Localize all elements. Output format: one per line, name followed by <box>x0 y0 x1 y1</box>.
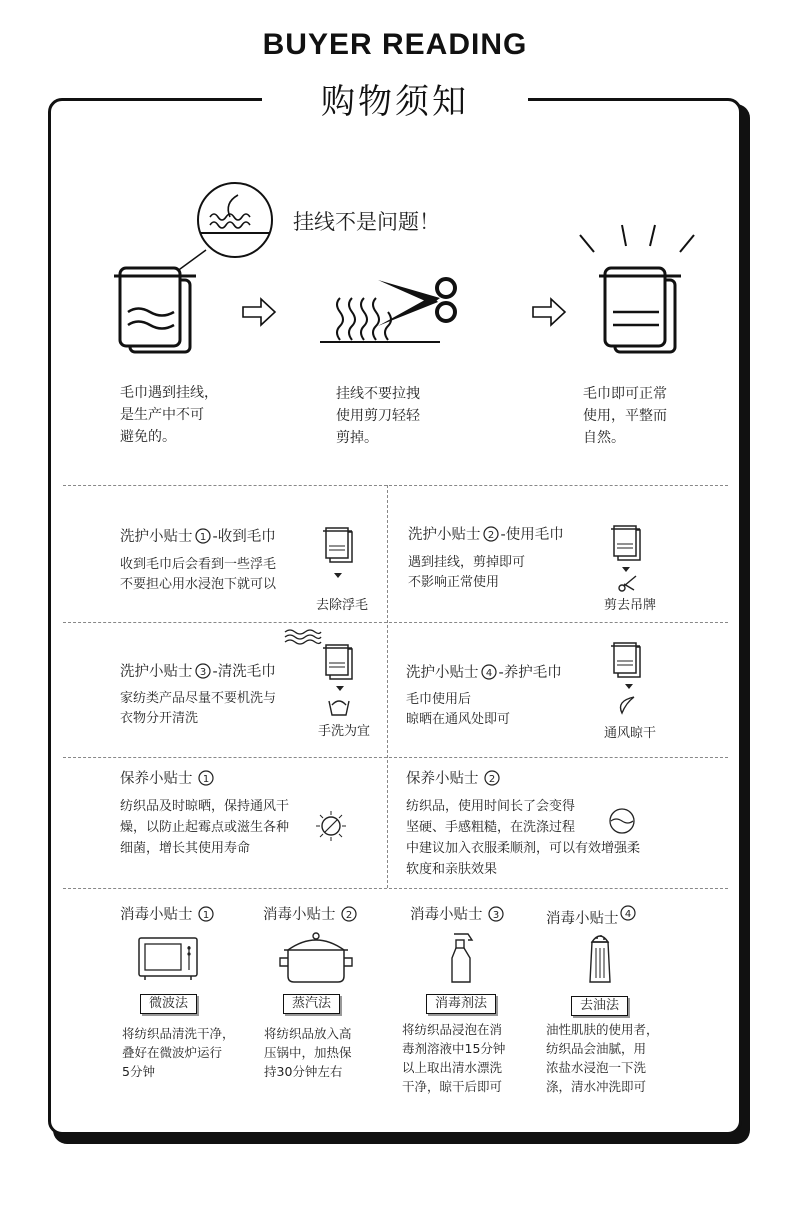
svg-text:3: 3 <box>199 667 206 678</box>
circled-number <box>197 770 215 786</box>
svg-text:2: 2 <box>488 774 496 785</box>
care-tip-1-caption: 去除浮毛 <box>315 598 368 613</box>
scissors-tag-icon <box>610 524 650 594</box>
method-label-disinfectant: 消毒剂法 <box>426 994 496 1014</box>
method-label-microwave: 微波法 <box>140 994 197 1014</box>
care-tip-3-text: 家纺类产品尽量不要机洗与 衣物分开清洗 <box>120 691 277 726</box>
care-tip-1-text: 收到毛巾后会看到一些浮毛 不要担心用水浸泡下就可以 <box>120 557 277 592</box>
svg-text:4: 4 <box>624 909 631 920</box>
divider <box>63 888 728 889</box>
care-tip-3-caption: 手洗为宜 <box>317 724 370 739</box>
care-tip-1-title: 洗护小贴士 1 -收到毛巾 <box>120 529 276 545</box>
disinfect-4-title: 消毒小贴士 4 <box>546 905 637 929</box>
care-tip-4-caption: 通风晾干 <box>603 726 656 741</box>
svg-text:2: 2 <box>487 530 494 541</box>
method-label-steam: 蒸汽法 <box>283 994 340 1014</box>
circled-number <box>483 770 501 786</box>
step2-text: 挂线不要拉拽 使用剪刀轻轻 剪掉。 <box>336 386 420 446</box>
hand-wash-icon <box>322 643 362 719</box>
disinfect-1-text: 将纺织品清洗干净， 叠好在微波炉运行 5分钟 <box>122 1026 235 1079</box>
towel-icon <box>322 526 362 592</box>
care-tip-3-title: 洗护小贴士 3 -清洗毛巾 <box>120 664 276 680</box>
softener-icon <box>608 807 636 835</box>
care-tip-4-text: 毛巾使用后 晾晒在通风处即可 <box>406 692 511 727</box>
disinfect-4-text: 油性肌肤的使用者， 纺织品会油腻，用 浓盐水浸泡一下洗 涤，清水冲洗即可 <box>546 1022 659 1094</box>
step3-text: 毛巾即可正常 使用，平整而 自然。 <box>583 386 667 446</box>
page-title-en: BUYER READING <box>262 28 528 61</box>
care-tip-4-title: 洗护小贴士 4 -养护毛巾 <box>406 665 562 681</box>
maintenance-2-title: 保养小贴士 2 <box>406 769 501 789</box>
towel-sparkle-icon <box>580 225 694 352</box>
care-tip-2-text: 遇到挂线，剪掉即可 不影响正常使用 <box>408 555 526 590</box>
svg-text:1: 1 <box>202 774 210 785</box>
circled-number <box>340 906 358 922</box>
divider <box>63 622 728 623</box>
towel-icon <box>114 268 196 352</box>
wave-icon <box>283 628 323 644</box>
page-title-cn: 购物须知 <box>321 82 469 122</box>
circled-number <box>194 663 212 679</box>
step1-text: 毛巾遇到挂线， 是生产中不可 避免的。 <box>120 385 218 445</box>
divider <box>63 485 728 486</box>
svg-text:4: 4 <box>485 668 492 679</box>
svg-text:2: 2 <box>345 910 353 921</box>
svg-text:1: 1 <box>202 910 210 921</box>
salt-shaker-icon <box>584 930 616 986</box>
spray-bottle-icon <box>446 930 476 986</box>
care-tip-2-title: 洗护小贴士 2 -使用毛巾 <box>408 527 564 543</box>
svg-text:1: 1 <box>199 532 206 543</box>
circled-number <box>194 528 212 544</box>
callout-text: 挂线不是问题！ <box>293 210 440 234</box>
microwave-icon <box>137 936 201 982</box>
magnifier-icon <box>165 183 272 280</box>
care-tip-2-caption: 剪去吊牌 <box>603 598 656 613</box>
scissors-icon <box>320 279 455 342</box>
disinfect-1-title: 消毒小贴士 1 <box>120 905 215 925</box>
disinfect-3-text: 将纺织品浸泡在消 毒剂溶液中15分钟 以上取出清水漂洗 干净，晾干后即可 <box>402 1022 506 1094</box>
circled-number <box>619 905 637 921</box>
divider <box>387 485 388 888</box>
disinfect-2-text: 将纺织品放入高 压锅中，加热保 持30分钟左右 <box>264 1026 352 1079</box>
sun-icon <box>314 809 348 843</box>
disinfect-3-title: 消毒小贴士 3 <box>410 905 505 925</box>
air-dry-icon <box>610 641 650 719</box>
pressure-cooker-icon <box>278 930 354 986</box>
maintenance-2-text: 纺织品，使用时间长了会变得 坚硬、手感粗糙，在洗涤过程 中建议加入衣服柔顺剂，可以有效增强柔 软度和亲肤效果 <box>406 799 641 877</box>
svg-text:3: 3 <box>492 910 500 921</box>
arrow-right-icon <box>533 299 565 325</box>
circled-number <box>480 664 498 680</box>
maintenance-1-text: 纺织品及时晾晒，保持通风干 燥，以防止起霉点或滋生各种 细菌，增长其使用寿命 <box>120 799 290 856</box>
arrow-right-icon <box>243 299 275 325</box>
circled-number <box>197 906 215 922</box>
disinfect-2-title: 消毒小贴士 2 <box>263 905 358 925</box>
circled-number <box>482 526 500 542</box>
method-label-degrease: 去油法 <box>571 996 628 1016</box>
maintenance-1-title: 保养小贴士 1 <box>120 769 215 789</box>
circled-number <box>487 906 505 922</box>
divider <box>63 757 728 758</box>
